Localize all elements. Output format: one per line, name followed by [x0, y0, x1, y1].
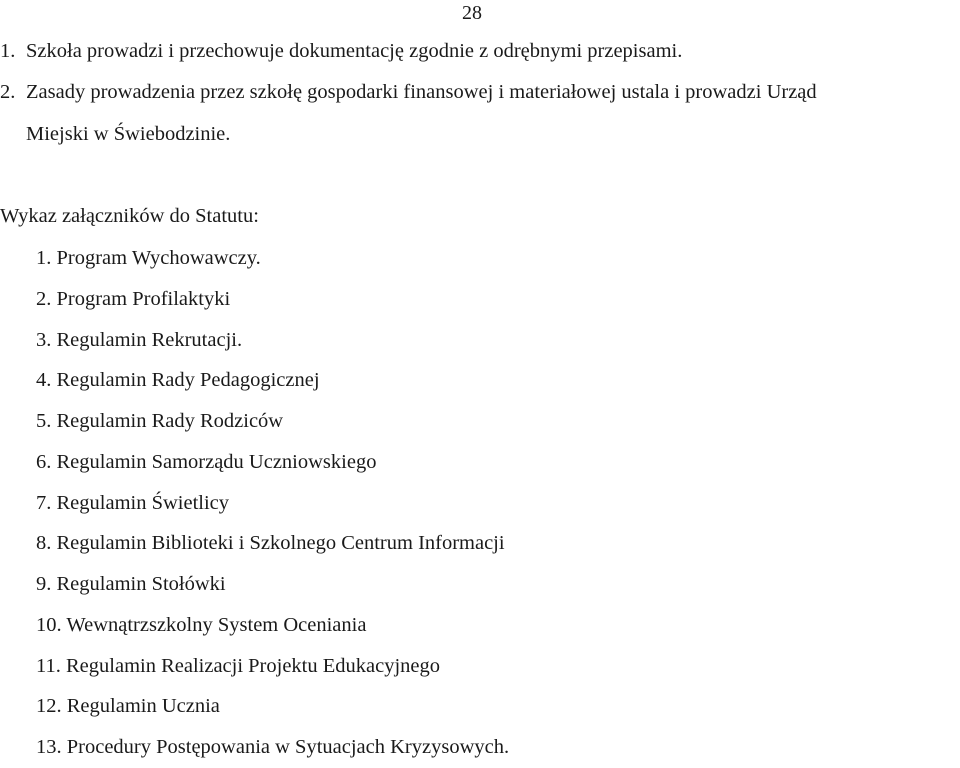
- attachment-title: Program Profilaktyki: [56, 287, 231, 310]
- attachment-number: 6.: [36, 450, 52, 473]
- paragraph-2-continuation: Miejski w Świebodzinie.: [26, 123, 231, 145]
- attachment-item: [36, 523, 509, 564]
- attachment-number: 4.: [36, 369, 52, 392]
- attachment-item: [36, 564, 509, 605]
- attachment-item: [36, 238, 509, 279]
- attachment-title: Regulamin Biblioteki i Szkolnego Centrum Informacji: [56, 532, 505, 555]
- attachment-number: 13.: [36, 736, 62, 758]
- paragraph-number: 2.: [0, 81, 16, 103]
- attachment-item: [36, 401, 509, 442]
- attachment-number: 10.: [36, 613, 62, 636]
- attachment-title: Regulamin Ucznia: [66, 695, 220, 718]
- attachment-title: Regulamin Stołówki: [56, 573, 226, 595]
- attachment-title: Regulamin Samorządu Uczniowskiego: [56, 450, 377, 473]
- attachment-item: [36, 646, 509, 687]
- attachment-number: 7.: [36, 491, 52, 514]
- attachment-number: 3.: [36, 328, 52, 351]
- attachment-item: [36, 360, 509, 401]
- attachment-item: [36, 442, 509, 483]
- attachment-title: Procedury Postępowania w Sytuacjach Kryzysowych.: [66, 736, 510, 758]
- attachment-item: [36, 727, 509, 768]
- paragraph-1: [0, 31, 960, 71]
- attachment-number: 12.: [36, 695, 62, 718]
- attachment-item: [36, 483, 509, 524]
- attachments-list: [36, 238, 509, 768]
- attachment-number: 8.: [36, 532, 52, 555]
- paragraph-text: Zasady prowadzenia przez szkołę gospodarki finansowej i materiałowej ustala i prowadzi Urząd: [26, 81, 817, 103]
- attachment-title: Regulamin Świetlicy: [56, 491, 230, 514]
- page-number: 28: [462, 2, 482, 24]
- attachment-number: 11.: [36, 654, 61, 677]
- paragraph-text: Szkoła prowadzi i przechowuje dokumentację zgodnie z odrębnymi przepisami.: [26, 40, 683, 62]
- attachments-heading: Wykaz załączników do Statutu:: [0, 205, 259, 227]
- attachment-item: [36, 686, 509, 727]
- attachment-number: 2.: [36, 287, 52, 310]
- attachment-title: Program Wychowawczy.: [56, 247, 261, 269]
- attachment-title: Regulamin Rekrutacji.: [56, 328, 243, 351]
- attachment-item: [36, 279, 509, 320]
- attachment-title: Regulamin Rady Rodziców: [56, 410, 284, 432]
- attachment-number: 5.: [36, 410, 52, 432]
- attachment-item: [36, 320, 509, 361]
- paragraph-2: [0, 72, 960, 112]
- attachment-title: Regulamin Rady Pedagogicznej: [56, 369, 320, 392]
- attachment-number: 9.: [36, 573, 52, 595]
- paragraph-number: 1.: [0, 40, 16, 62]
- attachment-number: 1.: [36, 247, 52, 269]
- attachment-title: Regulamin Realizacji Projektu Edukacyjnego: [66, 654, 441, 677]
- attachment-item: [36, 605, 509, 646]
- attachment-title: Wewnątrzszkolny System Oceniania: [66, 613, 367, 636]
